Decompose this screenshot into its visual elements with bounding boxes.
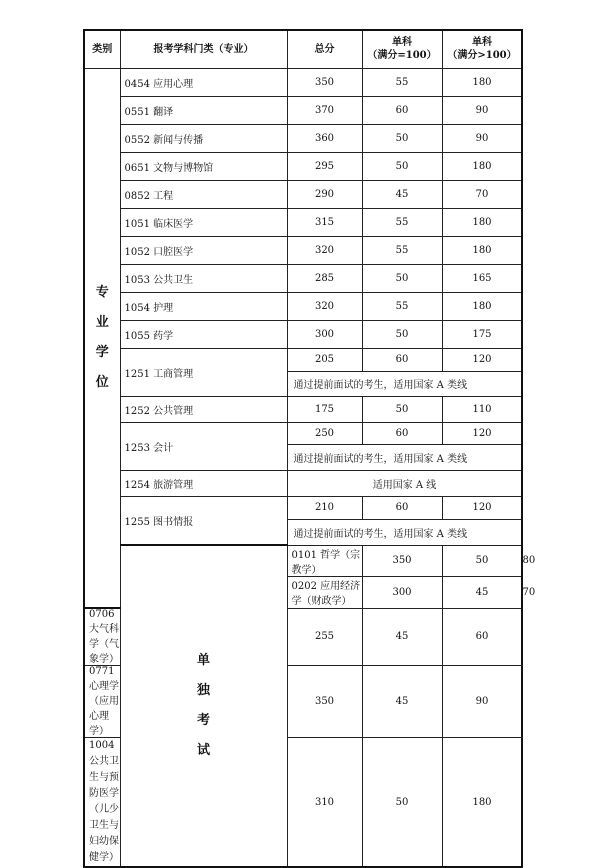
table-row: 单 独 考 试 0101 哲学（宗教学） 350 50 80 xyxy=(84,545,522,576)
single-over-100-cell: 120 xyxy=(442,348,522,371)
subject-cell: 0202 应用经济学（财政学） xyxy=(287,576,362,608)
single-over-100-cell: 165 xyxy=(442,264,522,292)
total-cell: 255 xyxy=(287,608,362,666)
single-over-100-cell: 180 xyxy=(442,68,522,96)
subject-cell: 0651 文物与博物馆 xyxy=(120,152,287,180)
total-cell: 360 xyxy=(287,124,362,152)
table-row xyxy=(84,96,522,124)
header-row xyxy=(84,30,522,68)
single-over-100-cell: 180 xyxy=(442,738,522,868)
total-cell: 350 xyxy=(287,666,362,738)
header-single-100-line1: 单科 xyxy=(392,37,412,49)
total-cell: 350 xyxy=(287,68,362,96)
total-cell: 370 xyxy=(287,96,362,124)
subject-cell: 0552 新闻与传播 xyxy=(120,124,287,152)
single-100-cell: 60 xyxy=(362,96,442,124)
total-cell: 295 xyxy=(287,152,362,180)
subject-cell: 1053 公共卫生 xyxy=(120,264,287,292)
category-char: 学 xyxy=(95,344,109,360)
header-single-over-100 xyxy=(442,30,522,68)
subject-cell: 1255 图书情报 xyxy=(120,496,287,545)
total-cell: 205 xyxy=(287,348,362,371)
note-cell: 通过提前面试的考生，适用国家 A 类线 xyxy=(287,444,522,470)
total-cell: 320 xyxy=(287,236,362,264)
header-single-over-100-line2: （满分>100） xyxy=(447,50,517,62)
single-100-cell: 60 xyxy=(362,422,442,444)
header-category: 类别 xyxy=(84,30,120,68)
subject-cell: 1253 会计 xyxy=(120,422,287,470)
table-row xyxy=(84,348,522,371)
single-100-cell: 45 xyxy=(362,666,442,738)
single-100-cell: 45 xyxy=(362,608,442,666)
subject-cell: 1052 口腔医学 xyxy=(120,236,287,264)
single-over-100-cell: 90 xyxy=(442,666,522,738)
single-100-cell: 50 xyxy=(362,320,442,348)
single-over-100-cell: 180 xyxy=(442,208,522,236)
total-cell: 250 xyxy=(287,422,362,444)
single-100-cell: 50 xyxy=(362,152,442,180)
note-cell: 通过提前面试的考生，适用国家 A 类线 xyxy=(287,519,522,545)
header-total: 总分 xyxy=(287,30,362,68)
single-100-cell: 55 xyxy=(362,208,442,236)
category-professional-degree xyxy=(84,68,120,608)
subject-cell: 1054 护理 xyxy=(120,292,287,320)
table-row xyxy=(84,208,522,236)
table-row xyxy=(84,124,522,152)
total-cell: 320 xyxy=(287,292,362,320)
category-char: 考 xyxy=(196,713,210,728)
category-char: 业 xyxy=(95,314,109,330)
single-100-cell: 50 xyxy=(442,545,522,576)
table-row xyxy=(84,320,522,348)
single-over-100-cell: 90 xyxy=(442,124,522,152)
single-over-100-cell: 60 xyxy=(442,608,522,666)
table-row xyxy=(84,68,522,96)
total-cell: 350 xyxy=(362,545,442,576)
note-cell: 通过提前面试的考生，适用国家 A 类线 xyxy=(287,371,522,396)
single-100-cell: 45 xyxy=(442,576,522,608)
single-100-cell: 55 xyxy=(362,292,442,320)
subject-cell: 1252 公共管理 xyxy=(120,396,287,422)
subject-cell: 1004 公共卫生与预防医学（儿少卫生与妇幼保健学） xyxy=(84,738,120,868)
single-over-100-cell: 180 xyxy=(442,152,522,180)
total-cell: 310 xyxy=(287,738,362,868)
table-row xyxy=(84,496,522,519)
category-char: 专 xyxy=(95,284,109,300)
category-char: 试 xyxy=(196,743,210,758)
single-100-cell: 50 xyxy=(362,738,442,868)
single-100-cell: 45 xyxy=(362,180,442,208)
single-100-cell: 50 xyxy=(362,396,442,422)
single-over-100-cell: 110 xyxy=(442,396,522,422)
subject-cell: 0454 应用心理 xyxy=(120,68,287,96)
table-row xyxy=(84,152,522,180)
header-single-over-100-line1: 单科 xyxy=(472,37,492,49)
single-100-cell: 50 xyxy=(362,264,442,292)
subject-cell: 1254 旅游管理 xyxy=(120,470,287,496)
total-cell: 300 xyxy=(362,576,442,608)
category-char: 位 xyxy=(95,374,109,390)
single-over-100-cell: 120 xyxy=(442,422,522,444)
subject-cell: 0101 哲学（宗教学） xyxy=(287,545,362,576)
single-over-100-cell: 90 xyxy=(442,96,522,124)
category-independent-exam xyxy=(120,545,287,867)
table-row xyxy=(84,396,522,422)
subject-cell: 1251 工商管理 xyxy=(120,348,287,396)
single-over-100-cell: 180 xyxy=(442,292,522,320)
header-single-100 xyxy=(362,30,442,68)
table-row xyxy=(84,236,522,264)
total-cell: 315 xyxy=(287,208,362,236)
note-cell: 适用国家 A 线 xyxy=(287,470,522,496)
table-row xyxy=(84,264,522,292)
table-row xyxy=(84,422,522,444)
subject-cell: 0706 大气科学（气象学） xyxy=(84,608,120,666)
single-100-cell: 50 xyxy=(362,124,442,152)
single-over-100-cell: 175 xyxy=(442,320,522,348)
subject-cell: 0551 翻译 xyxy=(120,96,287,124)
total-cell: 290 xyxy=(287,180,362,208)
total-cell: 285 xyxy=(287,264,362,292)
single-100-cell: 60 xyxy=(362,348,442,371)
total-cell: 300 xyxy=(287,320,362,348)
score-table xyxy=(83,29,536,868)
subject-cell: 1055 药学 xyxy=(120,320,287,348)
total-cell: 175 xyxy=(287,396,362,422)
table-row xyxy=(84,180,522,208)
table-row xyxy=(84,470,522,496)
subject-cell: 0852 工程 xyxy=(120,180,287,208)
single-100-cell: 55 xyxy=(362,236,442,264)
table-row xyxy=(84,292,522,320)
single-over-100-cell: 70 xyxy=(442,180,522,208)
single-over-100-cell: 120 xyxy=(442,496,522,519)
table-row: 0202 应用经济学（财政学） 300 45 70 xyxy=(84,576,522,608)
category-char: 独 xyxy=(196,683,210,698)
category-char: 单 xyxy=(196,653,210,668)
header-single-100-line2: （满分=100） xyxy=(367,50,437,62)
subject-cell: 0771 心理学（应用心理学） xyxy=(84,666,120,738)
single-over-100-cell: 180 xyxy=(442,236,522,264)
total-cell: 210 xyxy=(287,496,362,519)
header-subject: 报考学科门类（专业） xyxy=(120,30,287,68)
single-100-cell: 55 xyxy=(362,68,442,96)
subject-cell: 1051 临床医学 xyxy=(120,208,287,236)
single-100-cell: 60 xyxy=(362,496,442,519)
